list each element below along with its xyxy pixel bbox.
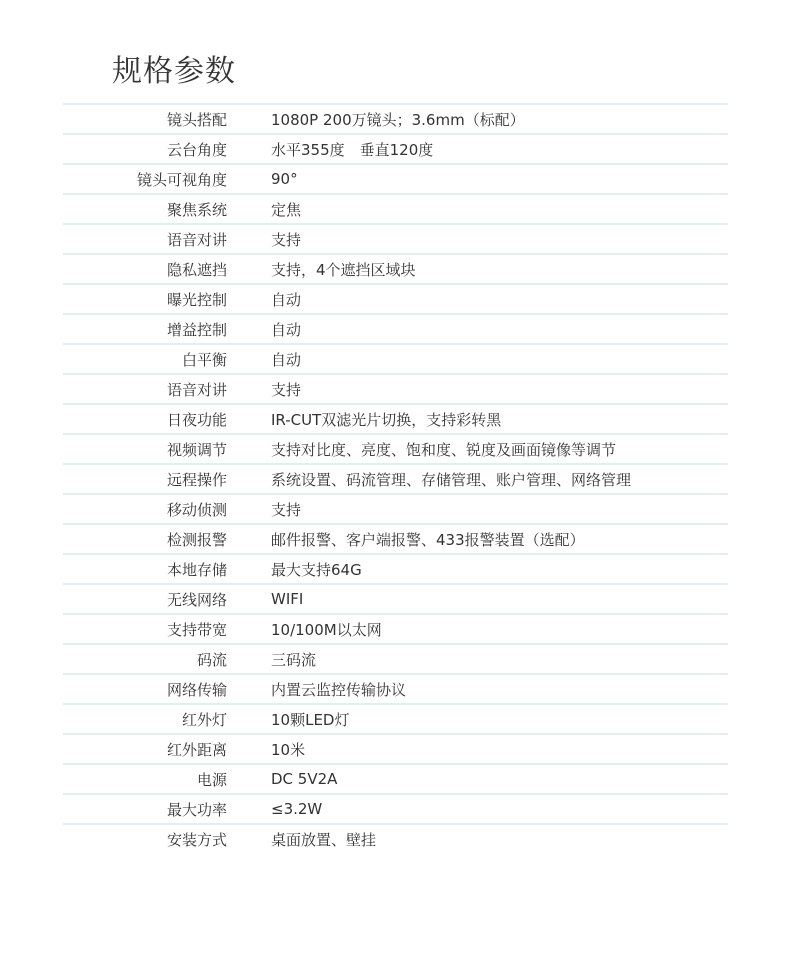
spec-row (63, 135, 728, 165)
spec-label: 隐私遮挡 (166, 260, 227, 279)
spec-label: 本地存储 (166, 560, 227, 579)
spec-row (63, 225, 728, 255)
spec-value: 定焦 (271, 200, 302, 219)
spec-label: 远程操作 (166, 470, 227, 489)
spec-row (63, 165, 728, 195)
spec-label: 镜头搭配 (166, 110, 227, 129)
spec-row (63, 735, 728, 765)
spec-value: 自动 (271, 290, 302, 309)
spec-value: WIFI (271, 590, 304, 608)
spec-value: ≤3.2W (271, 800, 323, 818)
spec-label: 无线网络 (166, 590, 227, 609)
spec-label: 云台角度 (166, 140, 227, 159)
spec-value: 系统设置、码流管理、存储管理、账户管理、网络管理 (271, 470, 632, 489)
spec-value: 支持对比度、亮度、饱和度、锐度及画面镜像等调节 (271, 440, 617, 459)
spec-label: 日夜功能 (166, 410, 227, 429)
spec-value: 水平355度 垂直120度 (271, 140, 434, 159)
spec-value: 支持 (271, 230, 302, 249)
spec-row (63, 795, 728, 825)
spec-row (63, 765, 728, 795)
spec-row (63, 825, 728, 853)
spec-row (63, 105, 728, 135)
spec-value: 支持 (271, 380, 302, 399)
spec-value: 10米 (271, 740, 306, 759)
spec-row (63, 495, 728, 525)
spec-value: 支持，4个遮挡区域块 (271, 260, 416, 279)
spec-value: 10/100M以太网 (271, 620, 382, 639)
spec-row (63, 465, 728, 495)
spec-label: 支持带宽 (166, 620, 227, 639)
spec-value: 自动 (271, 350, 302, 369)
page-title: 规格参数 (112, 54, 236, 89)
spec-row (63, 435, 728, 465)
spec-label: 网络传输 (166, 680, 227, 699)
spec-label: 语音对讲 (166, 230, 227, 249)
spec-label: 语音对讲 (166, 380, 227, 399)
spec-label: 增益控制 (166, 320, 227, 339)
spec-row (63, 375, 728, 405)
spec-label: 红外距离 (166, 740, 227, 759)
spec-label: 电源 (196, 770, 227, 789)
spec-label: 聚焦系统 (166, 200, 227, 219)
spec-row (63, 675, 728, 705)
spec-value: 内置云监控传输协议 (271, 680, 407, 699)
spec-label: 镜头可视角度 (136, 170, 227, 189)
spec-row (63, 255, 728, 285)
spec-value: 自动 (271, 320, 302, 339)
spec-value: 支持 (271, 500, 302, 519)
spec-row (63, 345, 728, 375)
spec-label: 视频调节 (166, 440, 227, 459)
spec-label: 最大功率 (166, 800, 227, 819)
spec-label: 检测报警 (166, 530, 227, 549)
spec-label: 红外灯 (181, 710, 227, 729)
spec-row (63, 645, 728, 675)
spec-row (63, 705, 728, 735)
spec-row (63, 555, 728, 585)
spec-label: 码流 (196, 650, 227, 669)
spec-table (63, 103, 728, 853)
spec-row (63, 405, 728, 435)
spec-value: 最大支持64G (271, 560, 362, 579)
spec-value: 90° (271, 170, 298, 188)
spec-row (63, 195, 728, 225)
spec-row (63, 615, 728, 645)
spec-row (63, 315, 728, 345)
spec-label: 曝光控制 (166, 290, 227, 309)
spec-value: 1080P 200万镜头；3.6mm（标配） (271, 110, 525, 129)
spec-label: 移动侦测 (166, 500, 227, 519)
spec-value: 桌面放置、壁挂 (271, 830, 377, 849)
spec-value: 三码流 (271, 650, 317, 669)
spec-row (63, 585, 728, 615)
spec-value: 10颗LED灯 (271, 710, 350, 729)
spec-label: 安装方式 (166, 830, 227, 849)
spec-row (63, 525, 728, 555)
spec-value: 邮件报警、客户端报警、433报警装置（选配） (271, 530, 585, 549)
spec-value: DC 5V2A (271, 770, 338, 788)
spec-label: 白平衡 (181, 350, 227, 369)
spec-row (63, 285, 728, 315)
spec-value: IR-CUT双滤光片切换，支持彩转黑 (271, 410, 502, 429)
